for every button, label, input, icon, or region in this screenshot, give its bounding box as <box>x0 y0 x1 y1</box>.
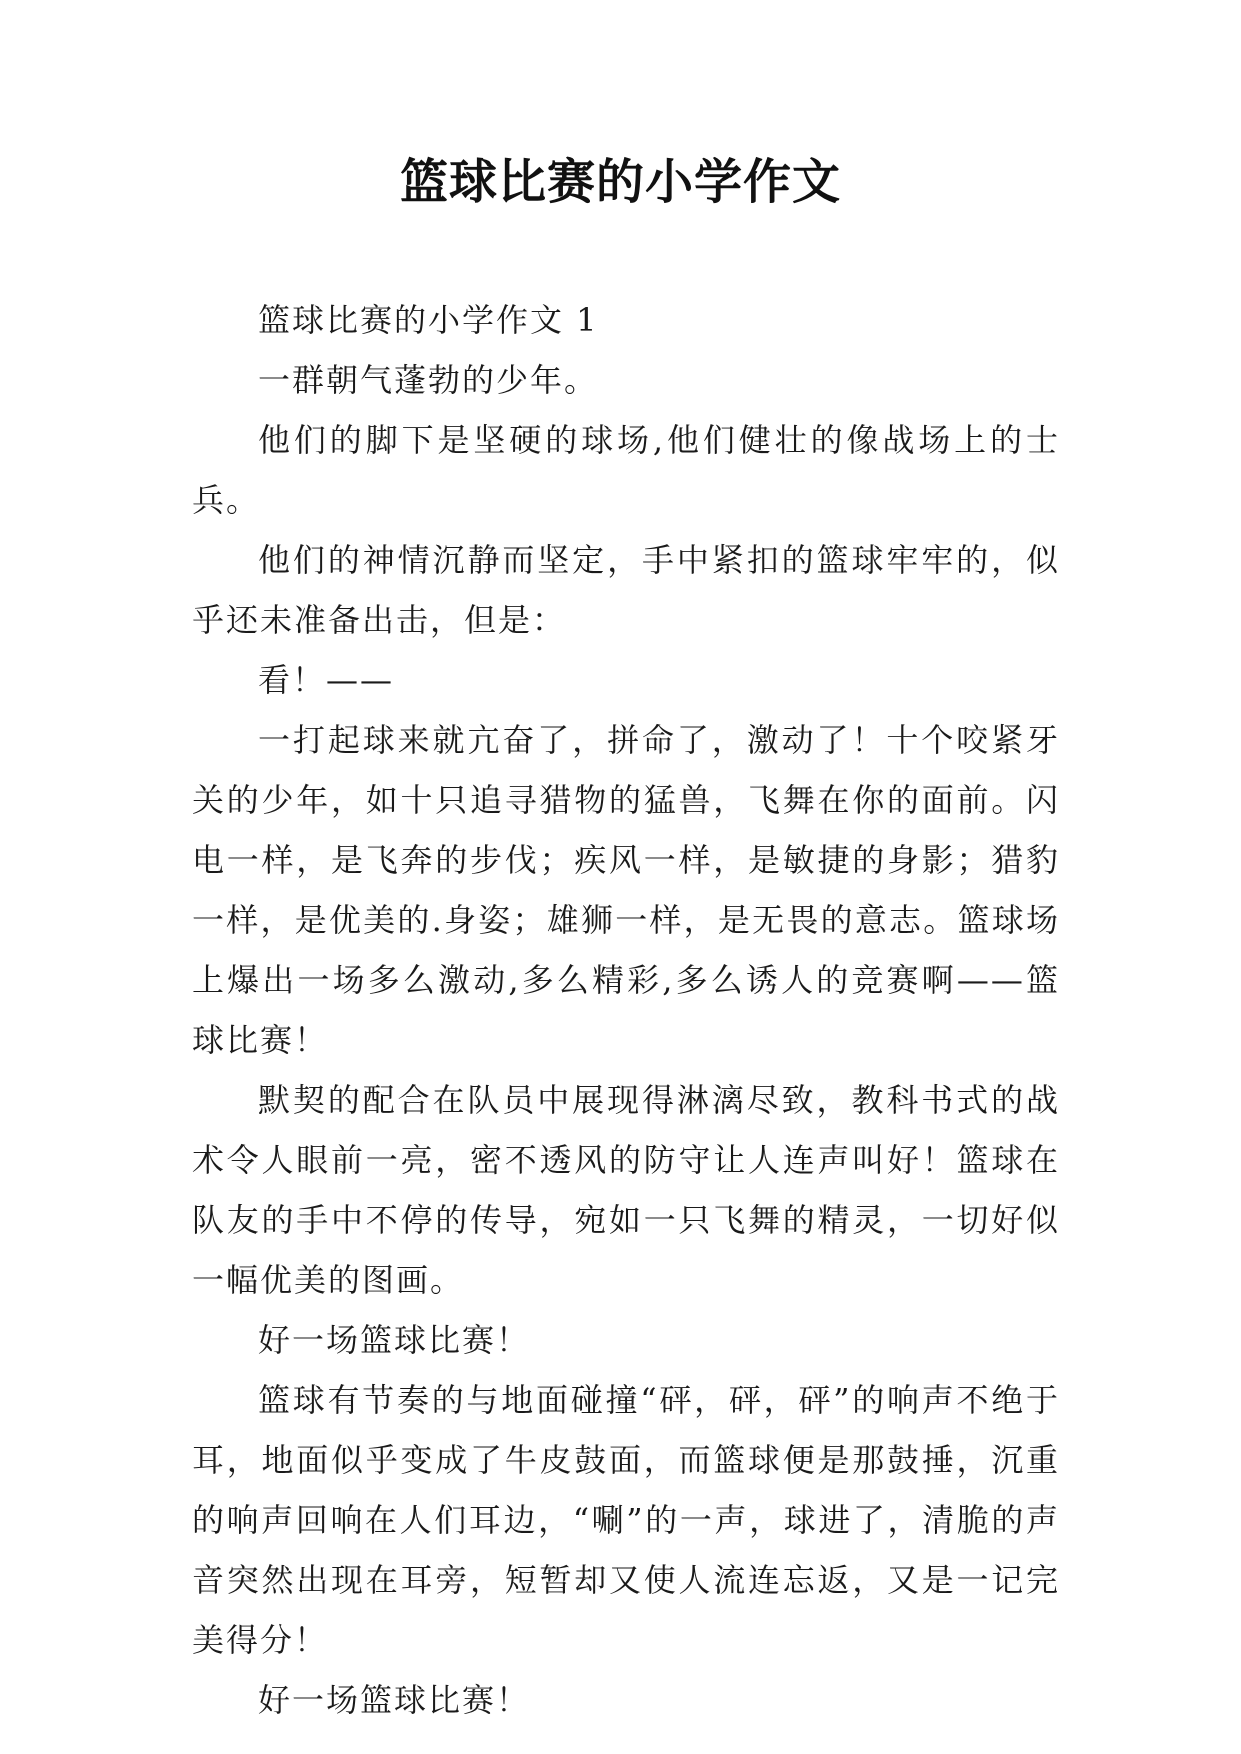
paragraph: 好一场篮球比赛！ <box>258 1681 531 1719</box>
paragraph: 他们的神情沉静而坚定，手中紧扣的篮球牢牢的，似乎还未准备出击，但是： <box>192 541 1060 639</box>
document-title: 篮球比赛的小学作文 <box>399 154 841 210</box>
paragraph: 他们的脚下是坚硬的球场,他们健壮的像战场上的士兵。 <box>192 421 1060 519</box>
paragraph: 篮球有节奏的与地面碰撞“砰，砰，砰”的响声不绝于耳，地面似乎变成了牛皮鼓面，而篮球便是那鼓捶，沉重的响声回响在人们耳边，“唰”的一声，球进了，清脆的声音突然出现在耳旁，短暂却又使人流连忘返，又是一记完美得分！ <box>192 1381 1060 1659</box>
paragraph: 一打起球来就亢奋了，拼命了，激动了！十个咬紧牙关的少年，如十只追寻猎物的猛兽，飞舞在你的面前。闪电一样，是飞奔的步伐；疾风一样，是敏捷的身影；猎豹一样，是优美的.身姿；雄狮一样，是无畏的意志。篮球场上爆出一场多么激动,多么精彩,多么诱人的竞赛啊——篮球比赛！ <box>192 721 1060 1059</box>
document-body <box>192 290 1060 1730</box>
paragraph: 好一场篮球比赛！ <box>258 1321 531 1359</box>
paragraph: 默契的配合在队员中展现得淋漓尽致，教科书式的战术令人眼前一亮，密不透风的防守让人连声叫好！篮球在队友的手中不停的传导，宛如一只飞舞的精灵，一切好似一幅优美的图画。 <box>192 1081 1060 1299</box>
paragraph: 看！—— <box>258 661 395 699</box>
paragraph: 一群朝气蓬勃的少年。 <box>258 361 599 399</box>
section-heading: 篮球比赛的小学作文 1 <box>258 301 599 339</box>
